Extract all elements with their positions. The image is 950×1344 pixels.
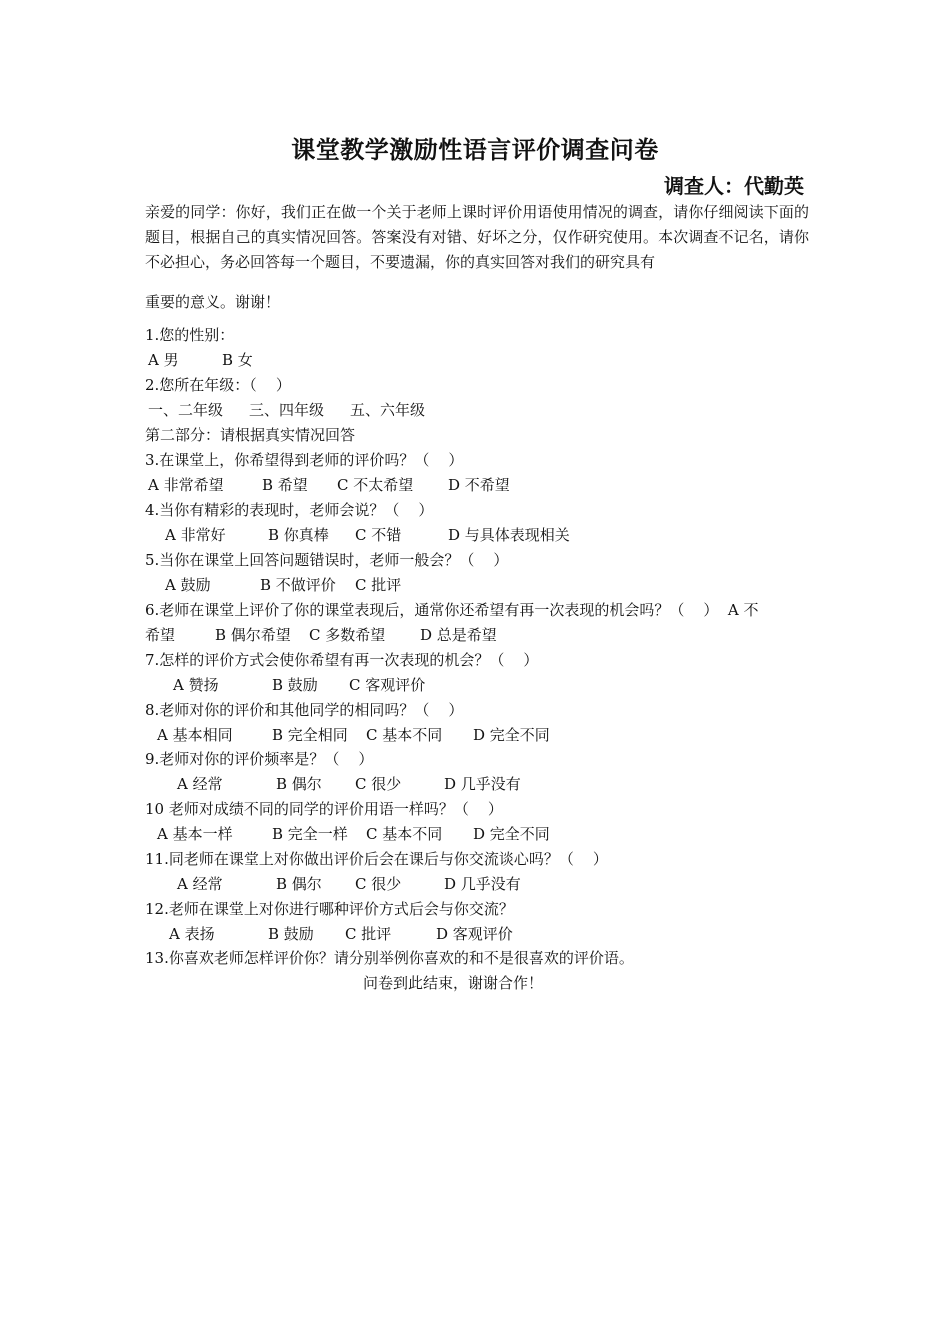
q8-option-d: D 完全不同 <box>473 726 550 744</box>
q2-option-2: 三、四年级 <box>249 401 325 419</box>
q7-option-a: A 赞扬 <box>173 676 219 694</box>
q1-option-b: B 女 <box>222 351 253 369</box>
q3-option-c: C 不太希望 <box>337 476 414 494</box>
q10-option-a: A 基本一样 <box>157 825 233 843</box>
q9-option-a: A 经常 <box>177 775 223 793</box>
q7-option-b: B 鼓励 <box>272 676 318 694</box>
question-1: 1.您的性别： <box>145 326 235 344</box>
q8-option-b: B 完全相同 <box>272 726 348 744</box>
q8-option-c: C 基本不同 <box>366 726 443 744</box>
question-12: 12.老师在课堂上对你进行哪种评价方式后会与你交流？ <box>145 900 514 918</box>
question-9: 9.老师对你的评价频率是？（ ） <box>145 750 374 768</box>
q11-option-d: D 几乎没有 <box>444 875 521 893</box>
q10-option-b: B 完全一样 <box>272 825 348 843</box>
q11-option-a: A 经常 <box>177 875 223 893</box>
page-title: 课堂教学激励性语言评价调查问卷 <box>291 135 659 164</box>
q2-option-1: 一、二年级 <box>148 401 224 419</box>
q12-option-a: A 表扬 <box>169 925 215 943</box>
q3-option-b: B 希望 <box>262 476 308 494</box>
q12-option-d: D 客观评价 <box>436 925 513 943</box>
question-5: 5.当你在课堂上回答问题错误时，老师一般会？（ ） <box>145 551 509 569</box>
question-6: 6.老师在课堂上评价了你的课堂表现后，通常你还希望有再一次表现的机会吗？（ ） A 不 <box>145 601 759 619</box>
q9-option-d: D 几乎没有 <box>444 775 521 793</box>
q1-option-a: A 男 <box>148 351 179 369</box>
q6-option-c: C 多数希望 <box>309 626 386 644</box>
q9-option-c: C 很少 <box>355 775 402 793</box>
q6-option-b: B 偶尔希望 <box>215 626 291 644</box>
question-3: 3.在课堂上，你希望得到老师的评价吗？（ ） <box>145 451 464 469</box>
question-8: 8.老师对你的评价和其他同学的相同吗？（ ） <box>145 701 464 719</box>
q5-option-c: C 批评 <box>355 576 402 594</box>
q12-option-b: B 鼓励 <box>268 925 314 943</box>
q4-option-a: A 非常好 <box>165 526 226 544</box>
section-heading: 第二部分：请根据真实情况回答 <box>145 426 356 444</box>
q9-option-b: B 偶尔 <box>276 775 322 793</box>
q4-option-d: D 与具体表现相关 <box>448 526 570 544</box>
q6-option-d: D 总是希望 <box>420 626 497 644</box>
q3-option-a: A 非常希望 <box>148 476 224 494</box>
question-4: 4.当你有精彩的表现时，老师会说？（ ） <box>145 501 434 519</box>
q3-option-d: D 不希望 <box>448 476 510 494</box>
q4-option-c: C 不错 <box>355 526 402 544</box>
q5-option-a: A 鼓励 <box>165 576 211 594</box>
q11-option-c: C 很少 <box>355 875 402 893</box>
question-7: 7.怎样的评价方式会使你希望有再一次表现的机会？（ ） <box>145 651 539 669</box>
q6-option-a-cont: 希望 <box>145 626 176 644</box>
investigator-line: 调查人：代勤英 <box>664 174 804 198</box>
q10-option-d: D 完全不同 <box>473 825 550 843</box>
q4-option-b: B 你真棒 <box>268 526 329 544</box>
intro-paragraph-end: 重要的意义。谢谢！ <box>145 293 281 311</box>
question-2: 2.您所在年级：（ ） <box>145 376 291 394</box>
q12-option-c: C 批评 <box>345 925 392 943</box>
question-10: 10 老师对成绩不同的同学的评价用语一样吗？（ ） <box>145 800 503 818</box>
intro-paragraph: 亲爱的同学：你好，我们正在做一个关于老师上课时评价用语使用情况的调查，请你仔细阅读下面的题目，根据自己的真实情况回答。答案没有对错、好坏之分，仅作研究使用。本次调查不记名，请你不必担心，务必回答每一个题目，不要遗漏，你的真实回答对我们的研究具有 <box>145 203 809 271</box>
q7-option-c: C 客观评价 <box>349 676 426 694</box>
question-11: 11.同老师在课堂上对你做出评价后会在课后与你交流谈心吗？（ ） <box>145 850 608 868</box>
q2-option-3: 五、六年级 <box>350 401 426 419</box>
closing-line: 问卷到此结束，谢谢合作！ <box>363 974 544 992</box>
q5-option-b: B 不做评价 <box>260 576 336 594</box>
question-13: 13.你喜欢老师怎样评价你？请分别举例你喜欢的和不是很喜欢的评价语。 <box>145 949 634 967</box>
q10-option-c: C 基本不同 <box>366 825 443 843</box>
q8-option-a: A 基本相同 <box>157 726 233 744</box>
q11-option-b: B 偶尔 <box>276 875 322 893</box>
